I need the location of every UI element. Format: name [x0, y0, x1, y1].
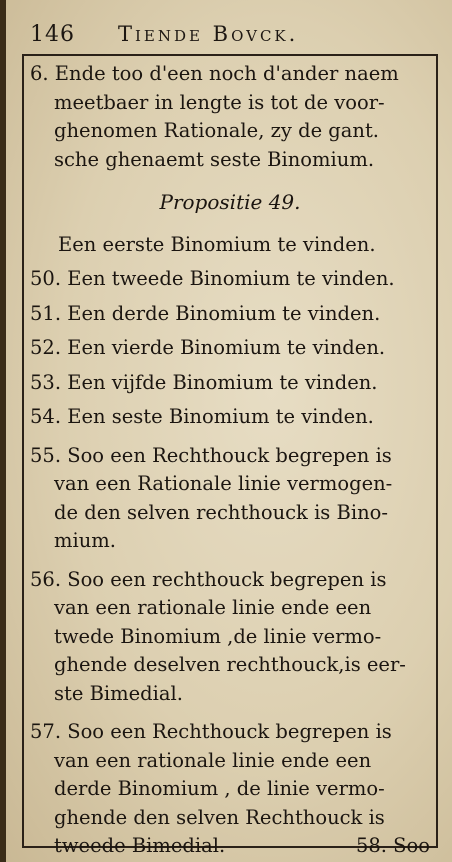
proposition-item	[30, 566, 430, 709]
proposition-item: 51. Een derde Binomium te vinden.	[30, 301, 381, 325]
text-line: 56. Soo een rechthouck begrepen is	[30, 567, 387, 591]
text-line: van een Rationale linie vermogen-	[54, 472, 393, 495]
proposition-item: 54. Een seste Binomium te vinden.	[30, 405, 374, 428]
proposition-heading: Propositie 49.	[159, 190, 301, 214]
text-line: ste Bimedial.	[54, 681, 183, 705]
last-line-text: tweede Bimedial.	[54, 834, 226, 857]
text-line: de den selven rechthouck is Bino-	[54, 500, 388, 524]
text-line: van een rationale linie ende een	[54, 596, 372, 619]
text-line: 6. Ende too d'een noch d'ander naem	[30, 62, 399, 85]
text-line: ghenomen Rationale, zy de gant.	[54, 119, 380, 142]
page-body	[30, 60, 430, 861]
text-line: meetbaer in lengte is tot de voor-	[54, 90, 385, 114]
text-line: van een rationale linie ende een	[54, 748, 372, 772]
top-paragraph	[30, 60, 430, 174]
text-line: sche ghenaemt seste Binomium.	[54, 147, 375, 171]
proposition-item: 53. Een vijfde Binomium te vinden.	[30, 370, 378, 394]
page-number: 146	[30, 22, 75, 47]
text-line: ghende den selven Rechthouck is	[54, 805, 385, 829]
proposition-list	[30, 231, 430, 861]
page-header	[22, 18, 422, 52]
proposition-item: 50. Een tweede Binomium te vinden.	[30, 267, 395, 290]
text-line: 55. Soo een Rechthouck begrepen is	[30, 443, 392, 467]
text-line: ghende deselven rechthouck,is eer-	[54, 653, 406, 676]
text-line	[30, 832, 430, 861]
proposition-item	[30, 442, 430, 556]
text-line: derde Binomium , de linie vermo-	[54, 777, 385, 800]
text-line: 57. Soo een Rechthouck begrepen is	[30, 720, 392, 743]
proposition-item	[30, 718, 430, 861]
catchword: 58. Soo	[355, 834, 430, 857]
text-line: twede Binomium ,de linie vermo-	[54, 624, 382, 648]
proposition-item: 52. Een vierde Binomium te vinden.	[30, 336, 386, 359]
page-binding-edge	[0, 0, 6, 862]
running-head: Tiende Bovck.	[118, 22, 299, 46]
text-line: mium.	[54, 529, 116, 552]
proposition-item: Een eerste Binomium te vinden.	[58, 232, 376, 256]
